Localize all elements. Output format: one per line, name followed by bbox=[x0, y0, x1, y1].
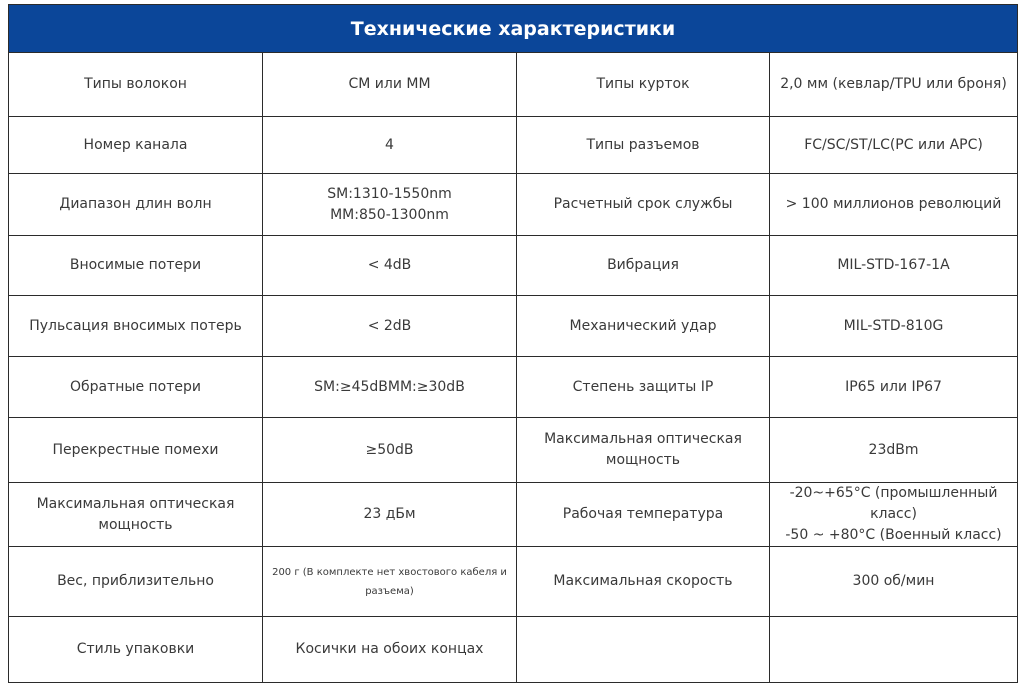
spec-label: Стиль упаковки bbox=[9, 617, 263, 683]
value-line: -20~+65°C (промышленный bbox=[789, 485, 998, 501]
spec-value bbox=[770, 483, 1018, 547]
spec-value bbox=[263, 547, 517, 617]
value-line: SM:1310-1550nm bbox=[327, 185, 452, 202]
spec-value: MIL-STD-810G bbox=[770, 296, 1018, 357]
spec-value: SM:≥45dBMM:≥30dB bbox=[263, 357, 517, 418]
spec-value: 300 об/мин bbox=[770, 547, 1018, 617]
table-row bbox=[9, 357, 1018, 418]
table-row bbox=[9, 53, 1018, 117]
spec-label: Вносимые потери bbox=[9, 236, 263, 296]
value-line: -50 ~ +80°C (Военный класс) bbox=[785, 527, 1002, 543]
spec-value: 2,0 мм (кевлар/TPU или броня) bbox=[770, 53, 1018, 117]
spec-label: Номер канала bbox=[9, 117, 263, 174]
spec-label: Вибрация bbox=[517, 236, 770, 296]
spec-label: Диапазон длин волн bbox=[9, 174, 263, 236]
spec-label bbox=[517, 418, 770, 483]
table-row bbox=[9, 418, 1018, 483]
value-line: MM:850-1300nm bbox=[330, 206, 449, 223]
table-row bbox=[9, 547, 1018, 617]
spec-label: Типы курток bbox=[517, 53, 770, 117]
spec-value: < 4dB bbox=[263, 236, 517, 296]
spec-label: Рабочая температура bbox=[517, 483, 770, 547]
spec-value: 4 bbox=[263, 117, 517, 174]
spec-value bbox=[263, 174, 517, 236]
spec-value: 23 дБм bbox=[263, 483, 517, 547]
label-line: мощность bbox=[605, 452, 681, 468]
table-row bbox=[9, 296, 1018, 357]
value-line: разъема) bbox=[365, 585, 414, 597]
spec-value: 23dBm bbox=[770, 418, 1018, 483]
table-row bbox=[9, 174, 1018, 236]
spec-label: Пульсация вносимых потерь bbox=[9, 296, 263, 357]
spec-label: Расчетный срок службы bbox=[517, 174, 770, 236]
label-line: Максимальная оптическая bbox=[544, 431, 742, 447]
table-title: Технические характеристики bbox=[9, 5, 1018, 53]
table-row bbox=[9, 483, 1018, 547]
spec-label bbox=[517, 617, 770, 683]
spec-table bbox=[8, 4, 1018, 683]
spec-value: Косички на обоих концах bbox=[263, 617, 517, 683]
label-line: мощность bbox=[98, 516, 173, 533]
spec-value: < 2dB bbox=[263, 296, 517, 357]
spec-value bbox=[770, 617, 1018, 683]
spec-value: MIL-STD-167-1A bbox=[770, 236, 1018, 296]
spec-label bbox=[9, 483, 263, 547]
spec-value: IP65 или IP67 bbox=[770, 357, 1018, 418]
value-line: 200 г (В комплекте нет хвостового кабеля и bbox=[272, 566, 507, 578]
spec-label: Типы разъемов bbox=[517, 117, 770, 174]
table-row bbox=[9, 117, 1018, 174]
label-line: Максимальная оптическая bbox=[36, 495, 235, 512]
table-row bbox=[9, 617, 1018, 683]
table-row bbox=[9, 236, 1018, 296]
spec-value: > 100 миллионов революций bbox=[770, 174, 1018, 236]
spec-label: Механический удар bbox=[517, 296, 770, 357]
value-line: класс) bbox=[870, 506, 917, 522]
spec-value: FC/SC/ST/LC(PC или APC) bbox=[770, 117, 1018, 174]
spec-value: ≥50dB bbox=[263, 418, 517, 483]
spec-label: Типы волокон bbox=[9, 53, 263, 117]
spec-value: CM или MM bbox=[263, 53, 517, 117]
spec-label: Перекрестные помехи bbox=[9, 418, 263, 483]
spec-label: Вес, приблизительно bbox=[9, 547, 263, 617]
table-header-row bbox=[9, 5, 1018, 53]
spec-label: Степень защиты IP bbox=[517, 357, 770, 418]
spec-label: Обратные потери bbox=[9, 357, 263, 418]
spec-label: Максимальная скорость bbox=[517, 547, 770, 617]
